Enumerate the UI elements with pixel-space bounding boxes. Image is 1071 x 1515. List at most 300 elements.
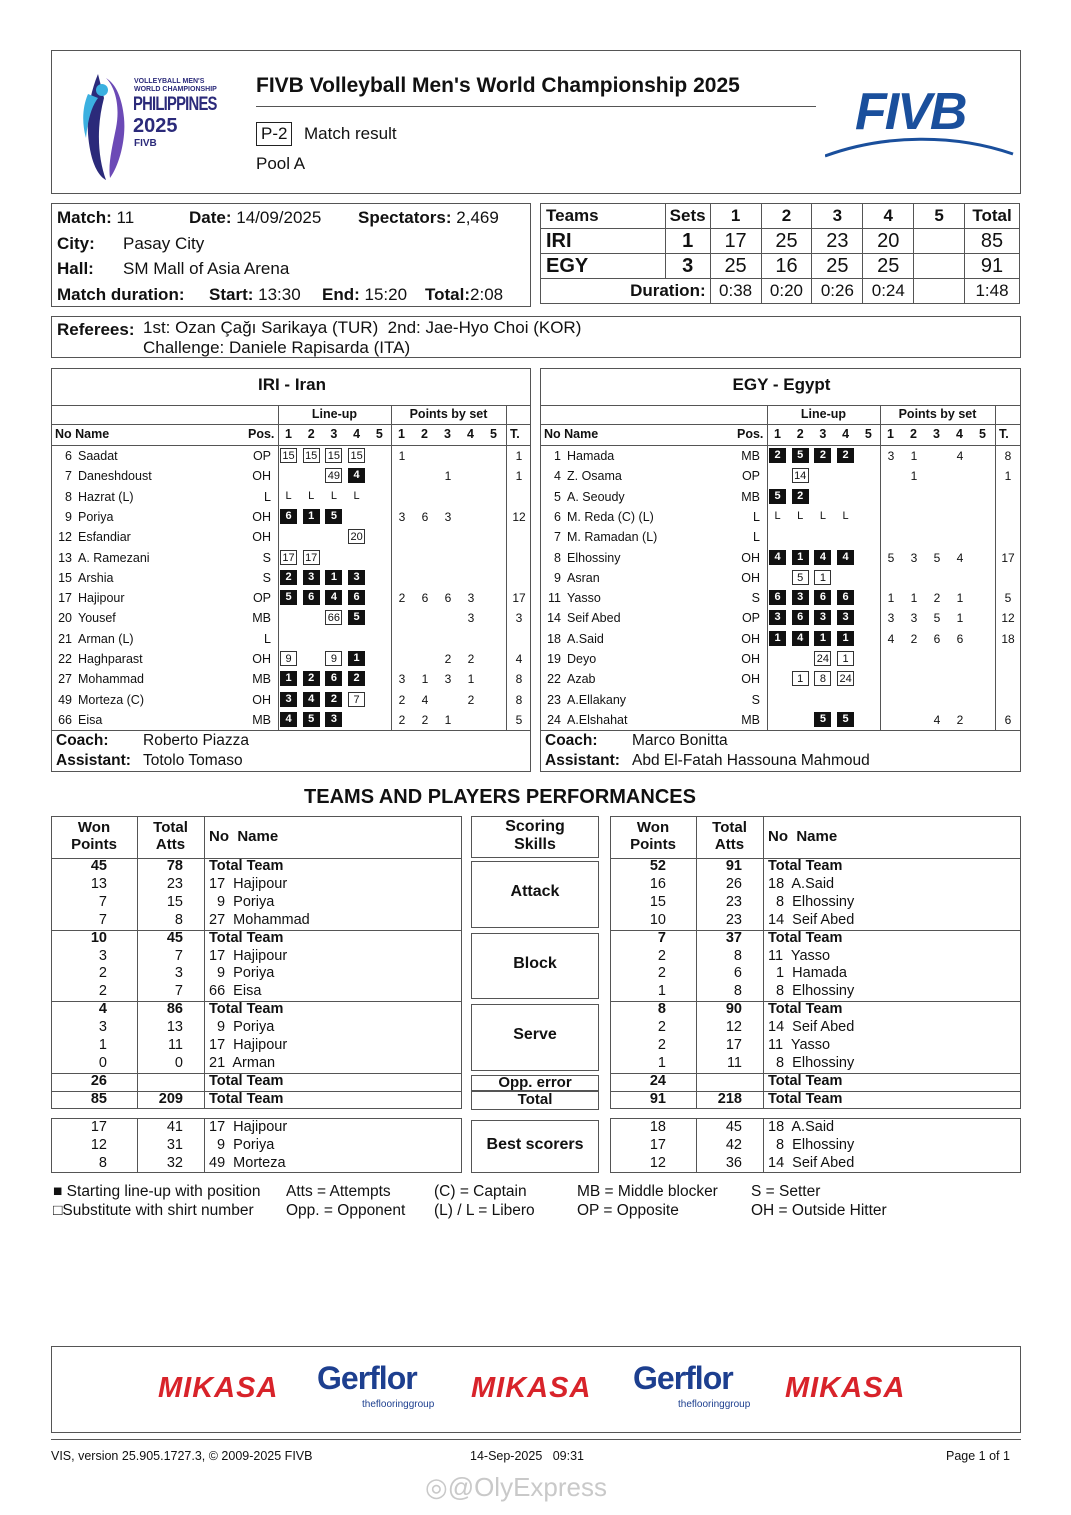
substitute-badge: 24 bbox=[814, 651, 831, 666]
substitute-badge: 20 bbox=[348, 529, 365, 544]
substitute-badge: 9 bbox=[280, 651, 297, 666]
player-position: MB bbox=[252, 712, 271, 727]
player-row bbox=[541, 690, 1022, 710]
set-points: 1 bbox=[421, 672, 429, 687]
team-code: IRI bbox=[541, 229, 666, 254]
starting-position-badge: 6 bbox=[348, 590, 365, 605]
set-points: 3 bbox=[910, 611, 918, 626]
total-attempts: 23 bbox=[166, 875, 183, 892]
starting-position-badge: 5 bbox=[348, 610, 365, 625]
substitute-badge: 9 bbox=[325, 651, 342, 666]
substitute-badge: 1 bbox=[792, 671, 809, 686]
set-points: 3 bbox=[467, 591, 475, 606]
won-points: 7 bbox=[657, 929, 666, 946]
legend-item: OH = Outside Hitter bbox=[751, 1202, 887, 1219]
total-attempts: 11 bbox=[167, 1037, 183, 1053]
total-attempts: 90 bbox=[725, 1001, 742, 1018]
player-position: S bbox=[751, 692, 760, 707]
player-name: Total Team bbox=[768, 1072, 843, 1089]
roster-egy bbox=[540, 368, 1021, 772]
set-score: 20 bbox=[863, 229, 914, 254]
lineup-set-header: 1 bbox=[774, 427, 781, 441]
player-name: 9 Poriya bbox=[209, 1136, 275, 1153]
end-row bbox=[322, 285, 407, 305]
won-points: 2 bbox=[657, 1037, 666, 1053]
set-points: 4 bbox=[956, 550, 964, 565]
starting-position-badge: 1 bbox=[837, 631, 854, 646]
won-points: 2 bbox=[657, 965, 666, 982]
substitute-badge: 15 bbox=[280, 448, 297, 463]
player-row bbox=[52, 527, 532, 547]
won-points: 12 bbox=[649, 1154, 666, 1171]
total-attempts: 8 bbox=[174, 911, 183, 928]
substitute-badge: 15 bbox=[348, 448, 365, 463]
substitute-badge: 17 bbox=[303, 550, 320, 565]
player-number: 7 bbox=[65, 469, 72, 484]
divider bbox=[52, 405, 530, 406]
legend-item: (L) / L = Libero bbox=[434, 1202, 535, 1219]
substitute-badge: 49 bbox=[325, 468, 342, 483]
player-number: 6 bbox=[65, 449, 72, 463]
player-row bbox=[541, 548, 1022, 568]
player-position: OH bbox=[741, 550, 760, 565]
player-name: Total Team bbox=[209, 1072, 284, 1089]
player-row bbox=[52, 629, 532, 649]
player-name: 18 A.Said bbox=[768, 1119, 835, 1135]
end-label: End: bbox=[322, 285, 360, 304]
lineup-header: Line-up bbox=[311, 407, 358, 421]
player-number: 49 bbox=[58, 692, 72, 707]
legend-item: OP = Opposite bbox=[577, 1202, 679, 1219]
set-points: 1 bbox=[956, 611, 964, 626]
set-points: 1 bbox=[910, 591, 918, 606]
libero-mark: L bbox=[774, 509, 781, 522]
coach-label: Coach: bbox=[56, 732, 109, 749]
total-points: 8 bbox=[515, 672, 523, 687]
hdr-set2: 2 bbox=[761, 204, 812, 229]
player-name: Hamada bbox=[567, 449, 615, 463]
player-name: A. Seoudy bbox=[567, 489, 625, 504]
doc-type: Match result bbox=[304, 124, 397, 143]
won-points: 8 bbox=[657, 1001, 666, 1018]
player-row bbox=[541, 649, 1022, 669]
points-set-header: 5 bbox=[490, 427, 497, 441]
points-set-header: 2 bbox=[910, 427, 917, 441]
duration-label: Duration: bbox=[541, 279, 711, 304]
starting-position-badge: 2 bbox=[303, 671, 320, 686]
won-points: 16 bbox=[649, 875, 666, 892]
set-points: 4 bbox=[956, 449, 964, 463]
player-name: Total Team bbox=[768, 1001, 843, 1018]
set-points: 6 bbox=[421, 591, 429, 606]
starting-position-badge: 3 bbox=[325, 712, 342, 727]
points-set-header: 4 bbox=[467, 427, 474, 441]
player-number: 12 bbox=[58, 530, 72, 545]
player-row bbox=[541, 487, 1022, 507]
start-row bbox=[209, 285, 301, 305]
starting-position-badge: 1 bbox=[325, 570, 342, 585]
total-score: 91 bbox=[965, 254, 1020, 279]
substitute-badge: 15 bbox=[303, 448, 320, 463]
hdr-atts: Total Atts bbox=[153, 819, 188, 853]
points-set-header: 3 bbox=[444, 427, 451, 441]
player-row bbox=[541, 446, 1022, 466]
legend-item: MB = Middle blocker bbox=[577, 1183, 718, 1200]
spectators-value: 2,469 bbox=[456, 208, 499, 227]
player-name: Arshia bbox=[78, 570, 114, 585]
player-position: OP bbox=[741, 469, 760, 484]
player-position: OH bbox=[252, 692, 271, 707]
won-points: 85 bbox=[90, 1090, 107, 1107]
hdr-skill: Scoring Skills bbox=[505, 818, 565, 853]
set-score: 17 bbox=[710, 229, 761, 254]
player-name: 14 Seif Abed bbox=[768, 1154, 855, 1171]
spectators-row bbox=[358, 208, 499, 228]
legend-item: Atts = Attempts bbox=[286, 1183, 391, 1200]
player-number: 17 bbox=[58, 591, 72, 606]
gerflor-logo: Gerflor bbox=[317, 1360, 417, 1396]
weibo-icon: ◎ bbox=[425, 1472, 448, 1502]
player-name: 9 Poriya bbox=[209, 893, 275, 910]
starting-position-badge: 3 bbox=[303, 570, 320, 585]
starting-position-badge: 2 bbox=[792, 489, 809, 504]
player-name: 17 Hajipour bbox=[209, 1119, 288, 1135]
player-number: 21 bbox=[58, 631, 72, 646]
points-set-header: 5 bbox=[979, 427, 986, 441]
player-number: 27 bbox=[58, 672, 72, 687]
set-points: 2 bbox=[910, 631, 918, 646]
starting-position-badge: 2 bbox=[769, 448, 786, 463]
player-row bbox=[52, 669, 532, 689]
player-name: Total Team bbox=[209, 1001, 284, 1018]
player-name: A.Ellakany bbox=[567, 692, 627, 707]
set-points: 4 bbox=[887, 631, 895, 646]
starting-position-badge: 5 bbox=[325, 509, 342, 524]
player-name: Total Team bbox=[209, 1090, 284, 1107]
player-row bbox=[541, 608, 1022, 628]
set-duration bbox=[914, 279, 965, 304]
player-number: 19 bbox=[547, 652, 561, 666]
starting-position-badge: 2 bbox=[348, 671, 365, 686]
lineup-set-header: 2 bbox=[307, 427, 315, 441]
set-points: 6 bbox=[956, 631, 964, 646]
player-position: MB bbox=[252, 611, 271, 626]
player-name: M. Reda (C) (L) bbox=[567, 509, 654, 524]
player-row bbox=[541, 710, 1022, 730]
logo-line-2: WORLD CHAMPIONSHIP bbox=[134, 86, 217, 93]
player-position: OP bbox=[252, 591, 271, 606]
player-number: 4 bbox=[554, 469, 561, 484]
player-position: OH bbox=[252, 509, 271, 524]
won-points: 17 bbox=[649, 1136, 666, 1153]
hdr-atts: Total Atts bbox=[712, 819, 747, 853]
player-name: 17 Hajipour bbox=[209, 1037, 288, 1053]
player-row bbox=[52, 608, 532, 628]
hall-label-text: Hall: bbox=[57, 259, 94, 278]
pool-label: Pool A bbox=[256, 154, 306, 173]
player-number: 13 bbox=[58, 550, 72, 565]
divider bbox=[763, 1118, 764, 1173]
legend-item: □Substitute with shirt number bbox=[53, 1202, 254, 1219]
player-name: Eisa bbox=[78, 712, 103, 727]
set-points: 1 bbox=[956, 591, 964, 606]
set-points: 3 bbox=[398, 509, 406, 524]
libero-mark: L bbox=[797, 509, 804, 522]
results-table bbox=[540, 203, 1020, 304]
substitute-badge: 5 bbox=[792, 570, 809, 585]
won-points: 7 bbox=[98, 911, 107, 928]
set-points: 2 bbox=[956, 712, 964, 727]
lineup-set-header: 4 bbox=[842, 427, 850, 441]
set-score: 25 bbox=[812, 254, 863, 279]
libero-mark: L bbox=[330, 489, 337, 502]
date-value: 14/09/2025 bbox=[236, 208, 322, 227]
referees-line-2 bbox=[143, 338, 410, 358]
total-attempts: 15 bbox=[166, 893, 183, 910]
substitute-badge: 66 bbox=[325, 610, 342, 625]
total-points: 12 bbox=[1001, 611, 1015, 626]
won-points: 7 bbox=[98, 893, 107, 910]
skill-label: Serve bbox=[513, 1026, 557, 1044]
duration-label bbox=[57, 285, 185, 305]
player-position: OH bbox=[252, 530, 271, 545]
substitute-badge: 8 bbox=[814, 671, 831, 686]
set-points: 6 bbox=[933, 631, 941, 646]
player-position: OH bbox=[741, 672, 760, 687]
starting-position-badge: 4 bbox=[303, 692, 320, 707]
coach-label: Coach: bbox=[545, 732, 598, 749]
won-points: 10 bbox=[649, 911, 666, 928]
set-points: 1 bbox=[398, 449, 406, 463]
total-points: 8 bbox=[515, 692, 523, 707]
results-row-iri bbox=[541, 229, 1020, 254]
player-position: L bbox=[753, 509, 760, 524]
starting-position-badge: 2 bbox=[814, 448, 831, 463]
coach-name: Marco Bonitta bbox=[632, 732, 728, 749]
total-attempts: 6 bbox=[733, 965, 742, 982]
player-name: Mohammad bbox=[78, 672, 144, 687]
watermark bbox=[425, 1472, 607, 1503]
match-number-row bbox=[57, 208, 134, 228]
set-points: 2 bbox=[933, 591, 941, 606]
player-name: A.Elshahat bbox=[567, 712, 628, 727]
set-points: 5 bbox=[933, 611, 941, 626]
player-name: A.Said bbox=[567, 631, 604, 646]
player-name: Total Team bbox=[209, 858, 284, 874]
lineup-set-header: 3 bbox=[330, 427, 338, 441]
divider bbox=[763, 816, 764, 1109]
player-position: MB bbox=[741, 489, 760, 504]
total-attempts: 3 bbox=[174, 965, 183, 982]
results-row-egy bbox=[541, 254, 1020, 279]
start-label: Start: bbox=[209, 285, 254, 304]
set-points: 3 bbox=[398, 672, 406, 687]
player-name: Elhossiny bbox=[567, 550, 621, 565]
libero-mark: L bbox=[819, 509, 826, 522]
won-points: 13 bbox=[90, 875, 107, 892]
set-points: 5 bbox=[933, 550, 941, 565]
set-duration: 0:24 bbox=[863, 279, 914, 304]
player-name: Hajipour bbox=[78, 591, 125, 606]
points-total-header: T. bbox=[510, 427, 520, 441]
total-attempts: 36 bbox=[725, 1154, 742, 1171]
won-points: 1 bbox=[657, 983, 666, 1000]
legend-item: ■ Starting line-up with position bbox=[53, 1183, 261, 1200]
player-name: Deyo bbox=[567, 652, 597, 666]
set-points: 3 bbox=[444, 672, 452, 687]
set-points: 4 bbox=[421, 692, 429, 707]
player-name: 14 Seif Abed bbox=[768, 1019, 855, 1036]
assistant-name: Totolo Tomaso bbox=[143, 752, 243, 769]
player-position: L bbox=[264, 631, 271, 646]
total-attempts: 41 bbox=[166, 1119, 183, 1135]
starting-position-badge: 1 bbox=[348, 651, 365, 666]
won-points: 18 bbox=[649, 1119, 666, 1135]
challenge-referee: Daniele Rapisarda (ITA) bbox=[229, 338, 411, 357]
player-row bbox=[52, 548, 532, 568]
sets-won: 1 bbox=[665, 229, 710, 254]
starting-position-badge: 6 bbox=[325, 671, 342, 686]
total-points: 3 bbox=[515, 611, 523, 626]
legend-item: S = Setter bbox=[751, 1183, 821, 1200]
starting-position-badge: 5 bbox=[303, 712, 320, 727]
player-name: 8 Elhossiny bbox=[768, 893, 855, 910]
player-position: S bbox=[262, 570, 271, 585]
total-value: 2:08 bbox=[470, 285, 504, 304]
won-points: 0 bbox=[98, 1054, 107, 1071]
won-points: 2 bbox=[657, 947, 666, 964]
player-number: 5 bbox=[554, 489, 561, 504]
player-name: 17 Hajipour bbox=[209, 947, 288, 964]
player-row bbox=[541, 568, 1022, 588]
set-points: 5 bbox=[887, 550, 895, 565]
points-set-header: 1 bbox=[887, 427, 894, 441]
starting-position-badge: 6 bbox=[792, 610, 809, 625]
won-points: 45 bbox=[90, 858, 107, 874]
player-name: Haghparast bbox=[78, 652, 143, 666]
total-attempts: 7 bbox=[174, 983, 183, 1000]
doc-code: P-2 bbox=[256, 122, 292, 146]
substitute-badge: 7 bbox=[348, 692, 365, 707]
player-name: M. Ramadan (L) bbox=[567, 530, 658, 545]
substitute-badge: 14 bbox=[792, 468, 809, 483]
total-attempts: 23 bbox=[725, 893, 742, 910]
hall-value: SM Mall of Asia Arena bbox=[123, 259, 290, 278]
divider bbox=[52, 730, 530, 731]
team-title: EGY - Egypt bbox=[732, 375, 831, 394]
set-points: 3 bbox=[467, 611, 475, 626]
set-points: 1 bbox=[444, 712, 452, 727]
mikasa-logo: MIKASA bbox=[785, 1372, 906, 1404]
points-total-header: T. bbox=[999, 427, 1009, 441]
challenge-label: Challenge: bbox=[143, 338, 225, 357]
substitute-badge: 17 bbox=[280, 550, 297, 565]
duration-label-text: Match duration: bbox=[57, 285, 185, 304]
starting-position-badge: 3 bbox=[348, 570, 365, 585]
set-points: 3 bbox=[444, 509, 452, 524]
set-points: 1 bbox=[910, 449, 918, 463]
player-number: 11 bbox=[548, 591, 561, 606]
won-points: 17 bbox=[90, 1119, 107, 1135]
set-duration: 0:26 bbox=[812, 279, 863, 304]
player-position: L bbox=[264, 489, 271, 504]
starting-position-badge: 4 bbox=[325, 590, 342, 605]
team-code: EGY bbox=[541, 254, 666, 279]
legend-item: (C) = Captain bbox=[434, 1183, 527, 1200]
starting-position-badge: 5 bbox=[837, 712, 854, 727]
no-name-header: No Name bbox=[55, 427, 110, 441]
performance-title bbox=[0, 786, 1071, 809]
assistant-label: Assistant: bbox=[545, 752, 620, 769]
total-points: 5 bbox=[515, 712, 523, 727]
player-number: 18 bbox=[547, 631, 561, 646]
player-name: Asran bbox=[567, 570, 600, 585]
player-row bbox=[541, 527, 1022, 547]
mikasa-logo: MIKASA bbox=[158, 1372, 279, 1404]
starting-position-badge: 2 bbox=[280, 570, 297, 585]
set-points: 1 bbox=[887, 591, 895, 606]
set-points: 3 bbox=[910, 550, 918, 565]
starting-position-badge: 5 bbox=[280, 590, 297, 605]
set-points: 2 bbox=[398, 712, 406, 727]
player-position: OH bbox=[252, 652, 271, 666]
starting-position-badge: 1 bbox=[280, 671, 297, 686]
roster-iri bbox=[51, 368, 531, 772]
lineup-set-header: 1 bbox=[285, 427, 292, 441]
pos-header: Pos. bbox=[248, 427, 275, 441]
won-points: 91 bbox=[649, 1090, 666, 1107]
lineup-set-header: 5 bbox=[375, 427, 383, 441]
set-score: 16 bbox=[761, 254, 812, 279]
total-attempts: 8 bbox=[733, 947, 742, 964]
set-score bbox=[914, 254, 965, 279]
player-position: S bbox=[751, 591, 760, 606]
championship-logo bbox=[80, 68, 230, 182]
won-points: 26 bbox=[90, 1072, 107, 1089]
set-points: 1 bbox=[910, 469, 918, 484]
hdr-won: Won Points bbox=[71, 819, 117, 853]
player-name: 1 Hamada bbox=[768, 965, 847, 982]
total-points: 18 bbox=[1001, 631, 1015, 646]
lineup-set-header: 5 bbox=[864, 427, 872, 441]
total-attempts: 26 bbox=[725, 875, 742, 892]
total-attempts: 23 bbox=[725, 911, 742, 928]
total-attempts: 91 bbox=[725, 858, 742, 874]
hdr-sets: Sets bbox=[665, 204, 710, 229]
player-name: 14 Seif Abed bbox=[768, 911, 855, 928]
starting-position-badge: 4 bbox=[769, 550, 786, 565]
lineup-set-header: 3 bbox=[819, 427, 827, 441]
total-attempts: 0 bbox=[174, 1054, 183, 1071]
logo-line-5: FIVB bbox=[134, 138, 157, 149]
player-name: 9 Poriya bbox=[209, 965, 275, 982]
total-attempts: 7 bbox=[174, 947, 183, 964]
won-points: 4 bbox=[98, 1001, 107, 1018]
libero-mark: L bbox=[285, 489, 292, 502]
set-points: 4 bbox=[933, 712, 941, 727]
won-points: 52 bbox=[649, 858, 666, 874]
player-name: Total Team bbox=[768, 929, 843, 946]
total-attempts: 37 bbox=[725, 929, 742, 946]
starting-position-badge: 4 bbox=[814, 550, 831, 565]
player-row bbox=[52, 446, 532, 466]
city-value: Pasay City bbox=[123, 234, 205, 253]
skill-label: Block bbox=[513, 954, 557, 972]
city-label bbox=[57, 234, 95, 254]
referees-label: Referees: bbox=[57, 320, 135, 339]
player-row bbox=[52, 466, 532, 486]
total-points: 8 bbox=[1004, 449, 1012, 463]
